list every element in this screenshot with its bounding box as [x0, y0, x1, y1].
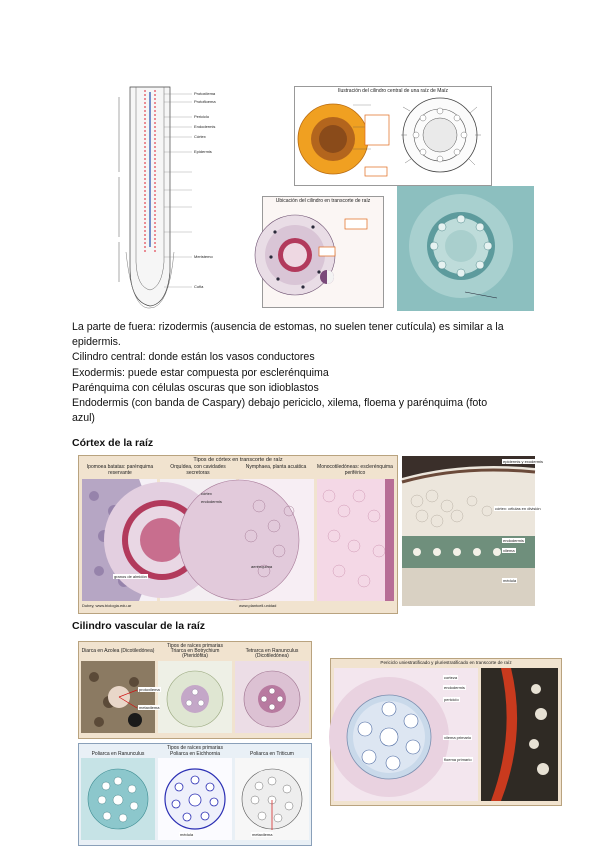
pericycle-label: floema primario — [444, 757, 472, 762]
pericycle-label: xilema primario — [444, 735, 472, 740]
section-heading-cortex: Córtex de la raíz — [72, 437, 154, 449]
paragraph-line: Endodermis (con banda de Caspary) debajo periciclo, xilema, floema y parénquima (foto — [72, 397, 488, 410]
cortex-detail-label: xilema — [503, 548, 515, 553]
maize-cylinder-figure — [294, 86, 492, 186]
roots-bottom-panel-title: Poliarca en Triticum — [250, 751, 294, 757]
root-tip-label: Protofloema — [194, 99, 216, 104]
roots-top-panel-title: Diarca en Azolea (Dicotiledónea) — [81, 648, 155, 654]
cortex-detail-label: endodermis — [503, 538, 524, 543]
root-tip-label: Meristemo — [194, 254, 213, 259]
pericycle-label: periciclo — [444, 697, 459, 702]
roots-top-title: Tipos de raíces primarias — [167, 643, 223, 649]
blue-root-photo — [397, 186, 534, 311]
roots-bottom-panel-title: Poliarca en Ranunculus — [91, 751, 145, 757]
cortex-detail-photo — [402, 456, 544, 606]
root-tip-label: Córtex — [194, 134, 206, 139]
roots-bottom-title: Tipos de raíces primarias — [167, 745, 223, 751]
cortex-label: granos de almidón — [114, 574, 147, 579]
roots-bottom-panel-title: Poliarca en Eichhornia — [169, 751, 221, 757]
cylinder-location-figure — [262, 196, 384, 308]
pericycle-title: Periciclo uniestratificado y pluriestratificado en transcorte de raíz — [380, 660, 512, 665]
root-tip-diagram — [112, 82, 255, 310]
description-paragraph — [72, 320, 542, 426]
paragraph-line: azul) — [72, 412, 95, 425]
cortex-detail-label: córtex: células en división — [495, 506, 541, 511]
paragraph-line: La parte de fuera: rizodermis (ausencia de estomas, no suelen tener cutícula) es similar a la — [72, 321, 504, 333]
cortex-panel-title: Ipomoea batatas: parénquima reservante — [86, 464, 154, 476]
root-tip-label: Endodermis — [194, 124, 216, 129]
cortex-panel-title: Orquídea, con cavidades secretoras — [170, 464, 226, 476]
cortex-detail-label: médula — [503, 578, 517, 583]
roots-bottom-label: médula — [180, 832, 194, 837]
roots-top-panel-title: Tetrarca en Ranunculus (Dicotiledónea) — [245, 648, 299, 659]
pericycle-label: corteza — [444, 675, 458, 680]
cortex-credit: www.plantcell.unidad — [239, 603, 277, 608]
cortex-figure-title: Tipos de córtex en transcorte de raíz — [193, 457, 283, 463]
location-figure-title: Ubicación del cilindro en transcorte de raíz — [275, 198, 371, 204]
paragraph-line: Exodermis: puede estar compuesta por esclerénquima — [72, 366, 329, 379]
cortex-detail-label: epidermis y exodermis — [503, 459, 544, 464]
roots-top-label: protoxilema — [139, 687, 160, 692]
cortex-panel-title: Monocotiledóneas: esclerénquima periférico — [317, 464, 393, 476]
section-heading-vascular: Cilindro vascular de la raíz — [72, 620, 206, 632]
root-tip-label: Periciclo — [194, 114, 210, 119]
cortex-label: aerénquima — [251, 564, 273, 569]
paragraph-line: Cilindro central: donde están los vasos conductores — [72, 351, 315, 364]
roots-bottom-label: metaxilema — [252, 832, 273, 837]
cortex-label: endodermis — [201, 499, 222, 504]
pericycle-label: endodermis — [444, 685, 465, 690]
paragraph-line: epidermis. — [72, 336, 121, 349]
root-tip-label: Protoxilema — [194, 91, 216, 96]
roots-top-panel-title: Triarca en Botrychium (Pteridófita) — [170, 648, 220, 659]
pericycle-figure — [330, 658, 562, 806]
maize-figure-title: Ilustración del cilindro central de una raíz de Maíz — [337, 88, 449, 94]
cortex-panel-title: Nymphaea, planta acuática — [245, 464, 307, 470]
primary-roots-figure-top — [78, 641, 312, 739]
primary-roots-figure-bottom — [78, 743, 312, 846]
cortex-types-figure — [78, 455, 398, 614]
paragraph-line: Parénquima con células oscuras que son idioblastos — [72, 381, 319, 394]
roots-top-label: metaxilema — [139, 705, 160, 710]
root-tip-label: Cofia — [194, 284, 204, 289]
root-tip-label: Epidermis — [194, 149, 212, 154]
cortex-credit: Dubey, www.biologia.edu.ar — [82, 603, 132, 608]
cortex-label: córtex — [201, 491, 212, 496]
